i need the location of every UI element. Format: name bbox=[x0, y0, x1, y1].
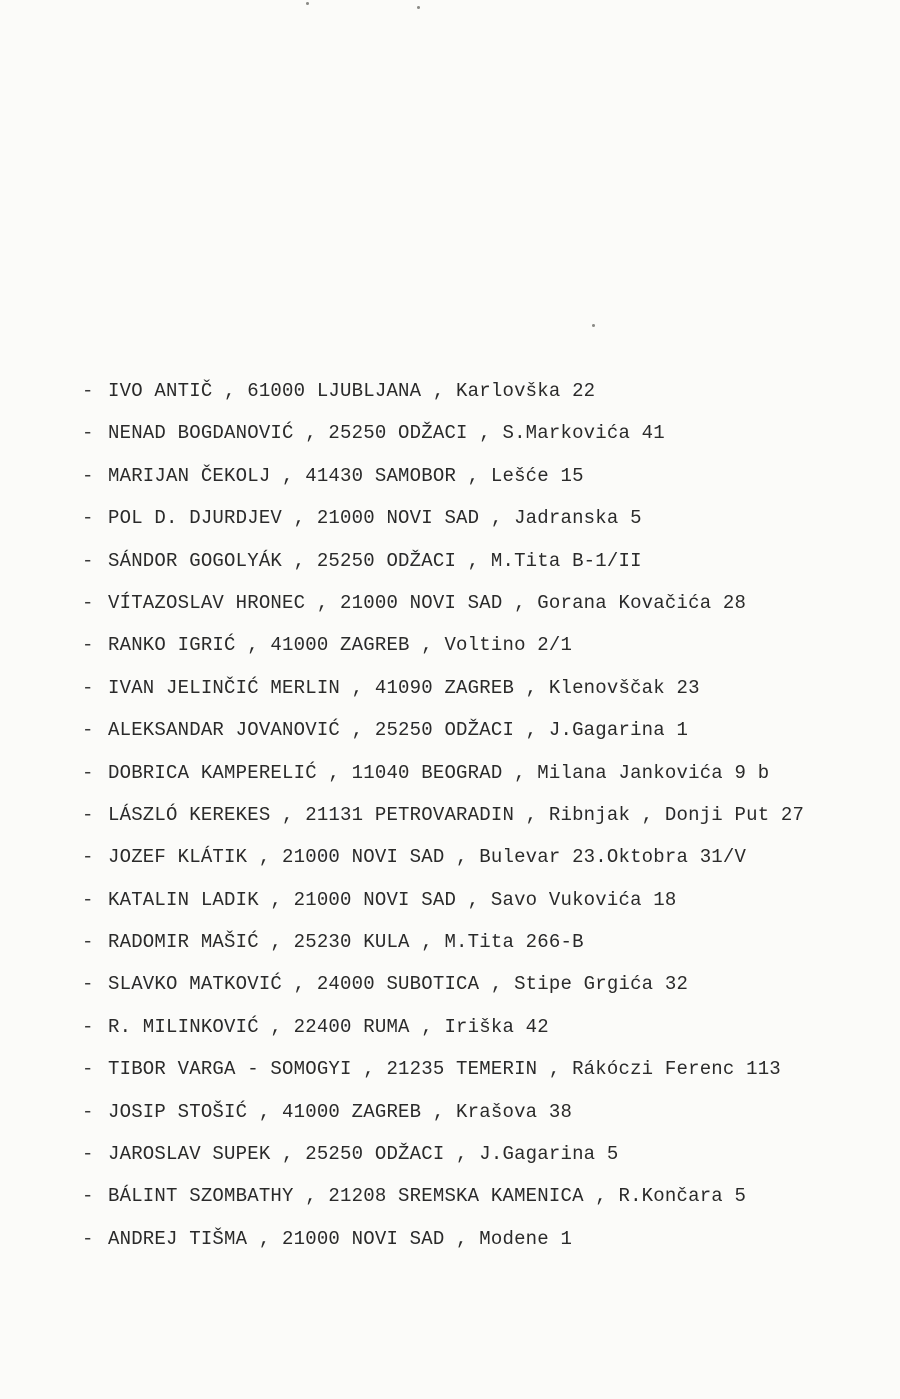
dash-bullet: - bbox=[82, 1185, 94, 1208]
dash-bullet: - bbox=[82, 931, 94, 954]
list-item bbox=[82, 1048, 882, 1090]
list-item bbox=[82, 1175, 882, 1217]
list-item bbox=[82, 497, 882, 539]
address-entry: TIBOR VARGA - SOMOGYI , 21235 TEMERIN , Rákóczi Ferenc 113 bbox=[108, 1058, 781, 1081]
dash-bullet: - bbox=[82, 1015, 94, 1038]
address-entry: NENAD BOGDANOVIĆ , 25250 ODŽACI , S.Markovića 41 bbox=[108, 422, 665, 445]
dash-bullet: - bbox=[82, 422, 94, 445]
dash-bullet: - bbox=[82, 1227, 94, 1250]
address-entry: ANDREJ TIŠMA , 21000 NOVI SAD , Modene 1 bbox=[108, 1227, 573, 1250]
address-entry: SLAVKO MATKOVIĆ , 24000 SUBOTICA , Stipe Grgića 32 bbox=[108, 973, 689, 996]
address-entry: IVO ANTIČ , 61000 LJUBLJANA , Karlovška 22 bbox=[108, 380, 596, 402]
paper-speck bbox=[306, 2, 309, 5]
dash-bullet: - bbox=[82, 1058, 94, 1081]
list-item bbox=[82, 582, 882, 624]
list-item bbox=[82, 794, 882, 836]
address-entry: POL D. DJURDJEV , 21000 NOVI SAD , Jadranska 5 bbox=[108, 507, 642, 530]
dash-bullet: - bbox=[82, 888, 94, 911]
address-entry: R. MILINKOVIĆ , 22400 RUMA , Iriška 42 bbox=[108, 1015, 549, 1038]
list-item bbox=[82, 752, 882, 794]
list-item bbox=[82, 1218, 882, 1260]
dash-bullet: - bbox=[82, 634, 94, 657]
list-item bbox=[82, 667, 882, 709]
dash-bullet: - bbox=[82, 676, 94, 699]
paper-speck bbox=[592, 324, 595, 327]
dash-bullet: - bbox=[82, 464, 94, 487]
list-item bbox=[82, 1133, 882, 1175]
dash-bullet: - bbox=[82, 1143, 94, 1166]
address-entry: KATALIN LADIK , 21000 NOVI SAD , Savo Vukovića 18 bbox=[108, 888, 677, 911]
address-entry: DOBRICA KAMPERELIĆ , 11040 BEOGRAD , Milana Jankovića 9 b bbox=[108, 761, 770, 784]
address-entry: MARIJAN ČEKOLJ , 41430 SAMOBOR , Lešće 15 bbox=[108, 464, 584, 487]
list-item bbox=[82, 709, 882, 751]
address-entry: SÁNDOR GOGOLYÁK , 25250 ODŽACI , M.Tita B-1/II bbox=[108, 549, 642, 572]
address-entry: LÁSZLÓ KEREKES , 21131 PETROVARADIN , Ribnjak , Donji Put 27 bbox=[108, 803, 805, 826]
dash-bullet: - bbox=[82, 761, 94, 784]
list-item bbox=[82, 624, 882, 666]
dash-bullet: - bbox=[82, 973, 94, 996]
address-entry: JOSIP STOŠIĆ , 41000 ZAGREB , Krašova 38 bbox=[108, 1100, 573, 1123]
list-item bbox=[82, 412, 882, 454]
address-entry: JAROSLAV SUPEK , 25250 ODŽACI , J.Gagarina 5 bbox=[108, 1143, 619, 1166]
address-entry: RADOMIR MAŠIĆ , 25230 KULA , M.Tita 266-B bbox=[108, 931, 584, 954]
list-item bbox=[82, 836, 882, 878]
dash-bullet: - bbox=[82, 1100, 94, 1123]
dash-bullet: - bbox=[82, 549, 94, 572]
address-entry: JOZEF KLÁTIK , 21000 NOVI SAD , Bulevar 23.Oktobra 31/V bbox=[108, 846, 747, 869]
list-item bbox=[82, 370, 882, 412]
list-item bbox=[82, 879, 882, 921]
address-entry: VÍTAZOSLAV HRONEC , 21000 NOVI SAD , Gorana Kovačića 28 bbox=[108, 591, 747, 614]
dash-bullet: - bbox=[82, 507, 94, 530]
list-item bbox=[82, 1006, 882, 1048]
dash-bullet: - bbox=[82, 591, 94, 614]
list-item bbox=[82, 963, 882, 1005]
dash-bullet: - bbox=[82, 719, 94, 742]
address-entry: BÁLINT SZOMBATHY , 21208 SREMSKA KAMENICA , R.Končara 5 bbox=[108, 1185, 747, 1208]
address-entry: RANKO IGRIĆ , 41000 ZAGREB , Voltino 2/1 bbox=[108, 634, 573, 657]
list-item bbox=[82, 455, 882, 497]
list-item bbox=[82, 1091, 882, 1133]
paper-speck bbox=[417, 6, 420, 9]
address-entry: IVAN JELINČIĆ MERLIN , 41090 ZAGREB , Klenovščak 23 bbox=[108, 676, 700, 699]
list-item bbox=[82, 921, 882, 963]
address-list bbox=[82, 370, 882, 1260]
address-entry: ALEKSANDAR JOVANOVIĆ , 25250 ODŽACI , J.Gagarina 1 bbox=[108, 719, 689, 742]
list-item bbox=[82, 540, 882, 582]
dash-bullet: - bbox=[82, 803, 94, 826]
dash-bullet: - bbox=[82, 380, 94, 402]
dash-bullet: - bbox=[82, 846, 94, 869]
